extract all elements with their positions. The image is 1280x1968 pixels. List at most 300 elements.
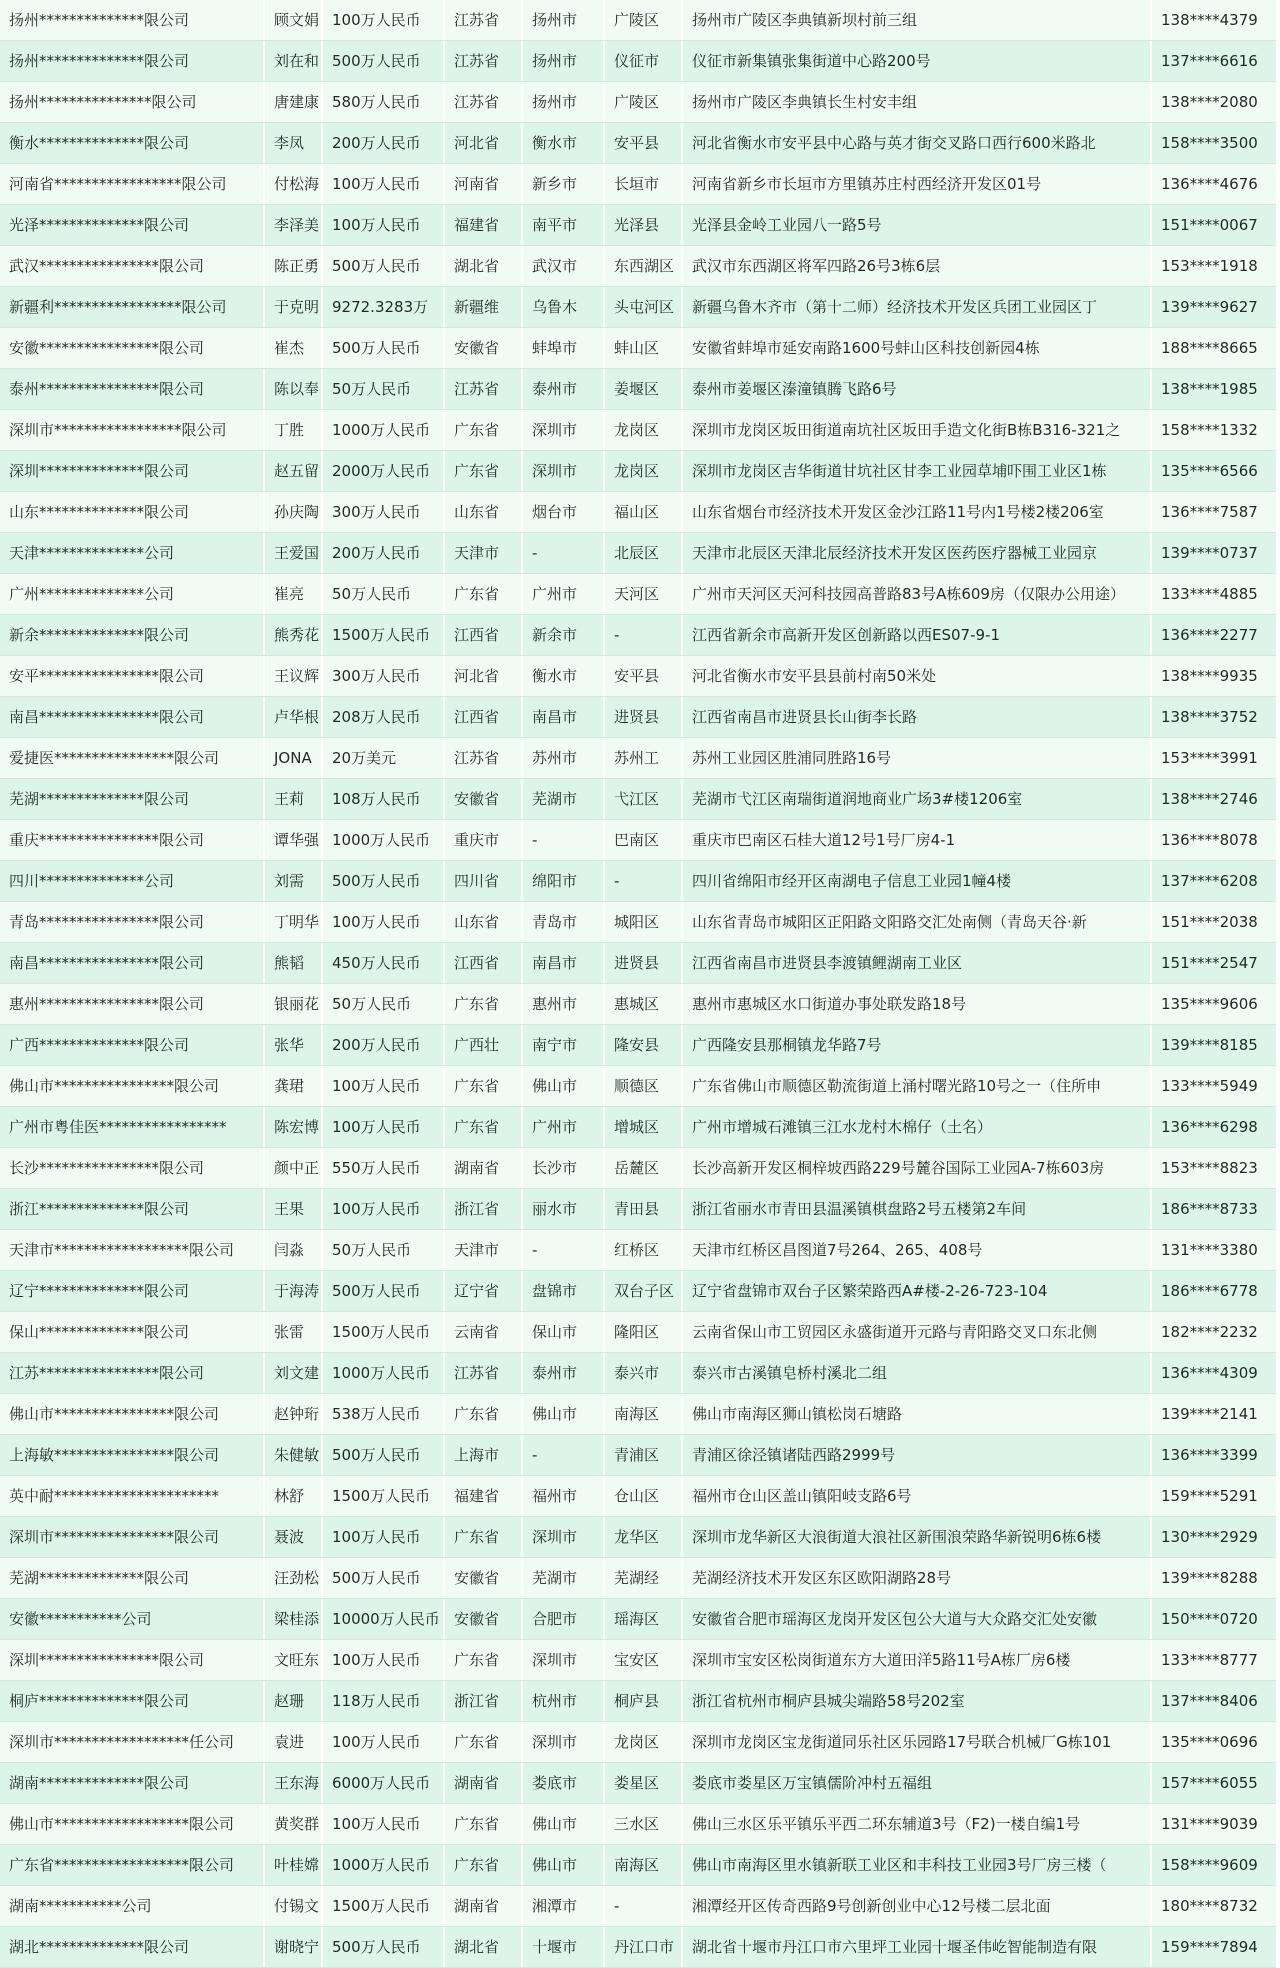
phone-cell: 138****4379	[1161, 11, 1258, 29]
company-name-cell: 广州市粤佳医*****************	[0, 1107, 265, 1147]
capital-cell: 100万人民币	[323, 1722, 445, 1762]
district-cell: 泰兴市	[605, 1353, 683, 1393]
district-cell: 龙岗区	[605, 410, 683, 450]
province-cell: 江西省	[445, 697, 523, 737]
city-cell: 扬州市	[523, 82, 605, 122]
company-name-cell: 湖南**************限公司	[0, 1763, 265, 1803]
company-name-cell: 四川**************公司	[0, 861, 265, 901]
table-row	[0, 902, 1276, 943]
province-cell: 河北省	[445, 656, 523, 696]
capital-cell: 100万人民币	[323, 1640, 445, 1680]
province-cell: 江西省	[445, 943, 523, 983]
contact-name-cell: 聂波	[265, 1517, 323, 1557]
province-cell: 湖南省	[445, 1148, 523, 1188]
capital-cell: 200万人民币	[323, 123, 445, 163]
capital-cell: 1500万人民币	[323, 1886, 445, 1926]
company-name-cell: 佛山市******************限公司	[0, 1804, 265, 1844]
city-cell: 苏州市	[523, 738, 605, 778]
company-name-cell: 扬州**************限公司	[0, 41, 265, 81]
contact-name-cell: 汪劲松	[265, 1558, 323, 1598]
capital-cell: 50万人民币	[323, 984, 445, 1024]
company-name-cell: 湖南***********公司	[0, 1886, 265, 1926]
province-cell: 江苏省	[445, 369, 523, 409]
city-cell: 广州市	[523, 1107, 605, 1147]
district-cell: 长垣市	[605, 164, 683, 204]
table-row	[0, 1886, 1276, 1927]
address-cell: 深圳市龙岗区吉华街道甘坑社区甘李工业园草埔吓围工业区1栋	[683, 451, 1152, 491]
city-cell: 深圳市	[523, 1640, 605, 1680]
company-name-cell: 新余**************限公司	[0, 615, 265, 655]
contact-name-cell: 刘需	[265, 861, 323, 901]
district-cell: 岳麓区	[605, 1148, 683, 1188]
table-row	[0, 1763, 1276, 1804]
capital-cell: 6000万人民币	[323, 1763, 445, 1803]
contact-name-cell: 林舒	[265, 1476, 323, 1516]
table-row	[0, 123, 1276, 164]
contact-name-cell: 赵五留	[265, 451, 323, 491]
contact-name-cell: 崔亮	[265, 574, 323, 614]
address-cell: 娄底市娄星区万宝镇儒阶冲村五福组	[683, 1763, 1152, 1803]
phone-cell: 136****7587	[1161, 503, 1258, 521]
table-row	[0, 656, 1276, 697]
province-cell: 广东省	[445, 410, 523, 450]
contact-name-cell: 卢华根	[265, 697, 323, 737]
company-name-cell: 芜湖**************限公司	[0, 779, 265, 819]
address-cell: 云南省保山市工贸园区永盛街道开元路与青阳路交叉口东北侧	[683, 1312, 1152, 1352]
province-cell: 广西壮	[445, 1025, 523, 1065]
phone-cell: 136****6298	[1161, 1118, 1258, 1136]
capital-cell: 100万人民币	[323, 1066, 445, 1106]
province-cell: 江苏省	[445, 1353, 523, 1393]
company-name-cell: 衡水**************限公司	[0, 123, 265, 163]
contact-name-cell: 刘文建	[265, 1353, 323, 1393]
table-row	[0, 1148, 1276, 1189]
district-cell: 芜湖经	[605, 1558, 683, 1598]
city-cell: 衡水市	[523, 123, 605, 163]
district-cell: 城阳区	[605, 902, 683, 942]
table-row	[0, 82, 1276, 123]
table-row	[0, 943, 1276, 984]
address-cell: 河北省衡水市安平县县前村南50米处	[683, 656, 1152, 696]
city-cell: 扬州市	[523, 0, 605, 40]
city-cell: 丽水市	[523, 1189, 605, 1229]
address-cell: 江西省南昌市进贤县李渡镇鲤湖南工业区	[683, 943, 1152, 983]
capital-cell: 100万人民币	[323, 164, 445, 204]
province-cell: 广东省	[445, 1517, 523, 1557]
company-name-cell: 广西**************限公司	[0, 1025, 265, 1065]
contact-name-cell: 张雷	[265, 1312, 323, 1352]
contact-name-cell: 赵钟珩	[265, 1394, 323, 1434]
address-cell: 山东省烟台市经济技术开发区金沙江路11号内1号楼2楼206室	[683, 492, 1152, 532]
address-cell: 苏州工业园区胜浦同胜路16号	[683, 738, 1152, 778]
company-name-cell: 辽宁**************限公司	[0, 1271, 265, 1311]
phone-cell: 153****8823	[1161, 1159, 1258, 1177]
contact-name-cell: 王东海	[265, 1763, 323, 1803]
company-name-cell: 重庆****************限公司	[0, 820, 265, 860]
district-cell: 双台子区	[605, 1271, 683, 1311]
capital-cell: 50万人民币	[323, 574, 445, 614]
address-cell: 重庆市巴南区石桂大道12号1号厂房4-1	[683, 820, 1152, 860]
district-cell: 隆阳区	[605, 1312, 683, 1352]
province-cell: 江苏省	[445, 41, 523, 81]
table-row	[0, 246, 1276, 287]
capital-cell: 300万人民币	[323, 656, 445, 696]
address-cell: 河北省衡水市安平县中心路与英才街交叉路口西行600米路北	[683, 123, 1152, 163]
district-cell: 广陵区	[605, 82, 683, 122]
city-cell: 南昌市	[523, 943, 605, 983]
phone-cell: 139****0737	[1161, 544, 1258, 562]
contact-name-cell: 陈以奉	[265, 369, 323, 409]
district-cell: 瑶海区	[605, 1599, 683, 1639]
district-cell: 光泽县	[605, 205, 683, 245]
phone-cell: 135****0696	[1161, 1733, 1258, 1751]
capital-cell: 1500万人民币	[323, 615, 445, 655]
capital-cell: 1000万人民币	[323, 410, 445, 450]
address-cell: 青浦区徐泾镇诸陆西路2999号	[683, 1435, 1152, 1475]
phone-cell: 151****0067	[1161, 216, 1258, 234]
capital-cell: 500万人民币	[323, 861, 445, 901]
district-cell: 头屯河区	[605, 287, 683, 327]
company-name-cell: 保山**************限公司	[0, 1312, 265, 1352]
table-row	[0, 1394, 1276, 1435]
company-name-cell: 安徽****************限公司	[0, 328, 265, 368]
phone-cell: 136****8078	[1161, 831, 1258, 849]
contact-name-cell: 付锡文	[265, 1886, 323, 1926]
address-cell: 佛山三水区乐平镇乐平西二环东辅道3号（F2)一楼自编1号	[683, 1804, 1152, 1844]
province-cell: 江西省	[445, 615, 523, 655]
province-cell: 广东省	[445, 1722, 523, 1762]
company-name-cell: 爱捷医****************限公司	[0, 738, 265, 778]
contact-name-cell: 崔杰	[265, 328, 323, 368]
capital-cell: 500万人民币	[323, 1271, 445, 1311]
address-cell: 广西隆安县那桐镇龙华路7号	[683, 1025, 1152, 1065]
company-name-cell: 深圳****************限公司	[0, 1640, 265, 1680]
capital-cell: 118万人民币	[323, 1681, 445, 1721]
city-cell: 衡水市	[523, 656, 605, 696]
city-cell: 长沙市	[523, 1148, 605, 1188]
address-cell: 天津市红桥区昌图道7号264、265、408号	[683, 1230, 1152, 1270]
district-cell: 进贤县	[605, 943, 683, 983]
table-row	[0, 1271, 1276, 1312]
district-cell: 青田县	[605, 1189, 683, 1229]
district-cell: 仓山区	[605, 1476, 683, 1516]
province-cell: 湖北省	[445, 246, 523, 286]
city-cell: 深圳市	[523, 1722, 605, 1762]
phone-cell: 158****3500	[1161, 134, 1258, 152]
address-cell: 湖北省十堰市丹江口市六里坪工业园十堰圣伟屹智能制造有限	[683, 1927, 1152, 1967]
phone-cell: 135****6566	[1161, 462, 1258, 480]
province-cell: 安徽省	[445, 1599, 523, 1639]
phone-cell: 139****8288	[1161, 1569, 1258, 1587]
province-cell: 广东省	[445, 1640, 523, 1680]
city-cell: -	[523, 533, 605, 573]
address-cell: 四川省绵阳市经开区南湖电子信息工业园1幢4楼	[683, 861, 1152, 901]
table-row	[0, 1558, 1276, 1599]
company-name-cell: 江苏****************限公司	[0, 1353, 265, 1393]
capital-cell: 1000万人民币	[323, 820, 445, 860]
phone-cell: 130****2929	[1161, 1528, 1258, 1546]
table-row	[0, 164, 1276, 205]
city-cell: 广州市	[523, 574, 605, 614]
address-cell: 江西省南昌市进贤县长山街李长路	[683, 697, 1152, 737]
capital-cell: 450万人民币	[323, 943, 445, 983]
province-cell: 山东省	[445, 492, 523, 532]
contact-name-cell: 张华	[265, 1025, 323, 1065]
province-cell: 浙江省	[445, 1189, 523, 1229]
company-name-cell: 天津**************公司	[0, 533, 265, 573]
address-cell: 广州市增城石滩镇三江水龙村木棉仔（土名）	[683, 1107, 1152, 1147]
city-cell: -	[523, 1230, 605, 1270]
address-cell: 深圳市龙华新区大浪街道大浪社区新围浪荣路华新锐明6栋6楼	[683, 1517, 1152, 1557]
capital-cell: 50万人民币	[323, 369, 445, 409]
province-cell: 云南省	[445, 1312, 523, 1352]
company-name-cell: 湖北**************限公司	[0, 1927, 265, 1967]
capital-cell: 2000万人民币	[323, 451, 445, 491]
table-row	[0, 1927, 1276, 1968]
province-cell: 湖南省	[445, 1886, 523, 1926]
table-row	[0, 779, 1276, 820]
province-cell: 辽宁省	[445, 1271, 523, 1311]
phone-cell: 131****3380	[1161, 1241, 1258, 1259]
province-cell: 江苏省	[445, 0, 523, 40]
company-name-cell: 新疆利*****************限公司	[0, 287, 265, 327]
province-cell: 广东省	[445, 1066, 523, 1106]
province-cell: 广东省	[445, 574, 523, 614]
company-name-cell: 南昌****************限公司	[0, 943, 265, 983]
province-cell: 安徽省	[445, 1558, 523, 1598]
company-name-cell: 青岛****************限公司	[0, 902, 265, 942]
city-cell: 南宁市	[523, 1025, 605, 1065]
district-cell: 蚌山区	[605, 328, 683, 368]
city-cell: 烟台市	[523, 492, 605, 532]
phone-cell: 186****6778	[1161, 1282, 1258, 1300]
district-cell: 龙岗区	[605, 451, 683, 491]
contact-name-cell: 谭华强	[265, 820, 323, 860]
address-cell: 芜湖市弋江区南瑞街道润地商业广场3#楼1206室	[683, 779, 1152, 819]
capital-cell: 100万人民币	[323, 1189, 445, 1229]
phone-cell: 139****9627	[1161, 298, 1258, 316]
table-row	[0, 451, 1276, 492]
province-cell: 广东省	[445, 1804, 523, 1844]
province-cell: 浙江省	[445, 1681, 523, 1721]
city-cell: 湘潭市	[523, 1886, 605, 1926]
company-name-cell: 桐庐**************限公司	[0, 1681, 265, 1721]
table-row	[0, 1435, 1276, 1476]
district-cell: -	[605, 615, 683, 655]
address-cell: 福州市仓山区盖山镇阳岐支路6号	[683, 1476, 1152, 1516]
address-cell: 广东省佛山市顺德区勒流街道上涌村曙光路10号之一（住所申	[683, 1066, 1152, 1106]
company-name-cell: 浙江**************限公司	[0, 1189, 265, 1229]
address-cell: 佛山市南海区里水镇新联工业区和丰科技工业园3号厂房三楼（	[683, 1845, 1152, 1885]
district-cell: 增城区	[605, 1107, 683, 1147]
company-name-cell: 泰州****************限公司	[0, 369, 265, 409]
city-cell: 深圳市	[523, 410, 605, 450]
phone-cell: 133****8777	[1161, 1651, 1258, 1669]
contact-name-cell: 王果	[265, 1189, 323, 1229]
city-cell: 深圳市	[523, 451, 605, 491]
phone-cell: 153****3991	[1161, 749, 1258, 767]
capital-cell: 580万人民币	[323, 82, 445, 122]
contact-name-cell: 颜中正	[265, 1148, 323, 1188]
address-cell: 深圳市龙岗区坂田街道南坑社区坂田手造文化街B栋B316-321之	[683, 410, 1152, 450]
city-cell: 扬州市	[523, 41, 605, 81]
contact-name-cell: 李泽美	[265, 205, 323, 245]
phone-cell: 159****7894	[1161, 1938, 1258, 1956]
contact-name-cell: 熊秀花	[265, 615, 323, 655]
city-cell: 佛山市	[523, 1394, 605, 1434]
table-row	[0, 697, 1276, 738]
table-row	[0, 1066, 1276, 1107]
contact-name-cell: 陈宏博	[265, 1107, 323, 1147]
phone-cell: 159****5291	[1161, 1487, 1258, 1505]
table-row	[0, 1476, 1276, 1517]
company-name-cell: 佛山市****************限公司	[0, 1394, 265, 1434]
district-cell: 娄星区	[605, 1763, 683, 1803]
province-cell: 广东省	[445, 1107, 523, 1147]
phone-cell: 136****4309	[1161, 1364, 1258, 1382]
contact-name-cell: 陈正勇	[265, 246, 323, 286]
capital-cell: 100万人民币	[323, 1804, 445, 1844]
province-cell: 安徽省	[445, 328, 523, 368]
table-row	[0, 984, 1276, 1025]
company-name-cell: 上海敏****************限公司	[0, 1435, 265, 1475]
capital-cell: 200万人民币	[323, 1025, 445, 1065]
district-cell: 苏州工	[605, 738, 683, 778]
province-cell: 广东省	[445, 1394, 523, 1434]
capital-cell: 500万人民币	[323, 1435, 445, 1475]
phone-cell: 153****1918	[1161, 257, 1258, 275]
district-cell: 南海区	[605, 1845, 683, 1885]
company-name-cell: 天津市******************限公司	[0, 1230, 265, 1270]
city-cell: -	[523, 820, 605, 860]
district-cell: 巴南区	[605, 820, 683, 860]
contact-name-cell: 谢晓宁	[265, 1927, 323, 1967]
address-cell: 惠州市惠城区水口街道办事处联发路18号	[683, 984, 1152, 1024]
address-cell: 扬州市广陵区李典镇长生村安丰组	[683, 82, 1152, 122]
province-cell: 重庆市	[445, 820, 523, 860]
capital-cell: 1000万人民币	[323, 1353, 445, 1393]
table-row	[0, 1804, 1276, 1845]
city-cell: 乌鲁木	[523, 287, 605, 327]
capital-cell: 1500万人民币	[323, 1476, 445, 1516]
district-cell: 进贤县	[605, 697, 683, 737]
table-row	[0, 1353, 1276, 1394]
capital-cell: 500万人民币	[323, 1558, 445, 1598]
capital-cell: 550万人民币	[323, 1148, 445, 1188]
address-cell: 河南省新乡市长垣市方里镇苏庄村西经济开发区01号	[683, 164, 1152, 204]
contact-name-cell: 刘在和	[265, 41, 323, 81]
capital-cell: 10000万人民币	[323, 1599, 445, 1639]
capital-cell: 500万人民币	[323, 246, 445, 286]
table-row	[0, 1312, 1276, 1353]
address-cell: 深圳市龙岗区宝龙街道同乐社区乐园路17号联合机械厂G栋101	[683, 1722, 1152, 1762]
table-row	[0, 533, 1276, 574]
contact-name-cell: 李凤	[265, 123, 323, 163]
city-cell: 杭州市	[523, 1681, 605, 1721]
address-cell: 浙江省丽水市青田县温溪镇棋盘路2号五楼第2车间	[683, 1189, 1152, 1229]
table-row	[0, 287, 1276, 328]
district-cell: 天河区	[605, 574, 683, 614]
phone-cell: 137****6616	[1161, 52, 1258, 70]
phone-cell: 158****1332	[1161, 421, 1258, 439]
city-cell: 惠州市	[523, 984, 605, 1024]
district-cell: 龙华区	[605, 1517, 683, 1557]
city-cell: 盘锦市	[523, 1271, 605, 1311]
company-name-cell: 广东省******************限公司	[0, 1845, 265, 1885]
district-cell: 红桥区	[605, 1230, 683, 1270]
city-cell: 佛山市	[523, 1804, 605, 1844]
capital-cell: 9272.3283万	[323, 287, 445, 327]
province-cell: 四川省	[445, 861, 523, 901]
capital-cell: 500万人民币	[323, 328, 445, 368]
contact-name-cell: 孙庆陶	[265, 492, 323, 532]
capital-cell: 208万人民币	[323, 697, 445, 737]
province-cell: 新疆维	[445, 287, 523, 327]
capital-cell: 200万人民币	[323, 533, 445, 573]
city-cell: 保山市	[523, 1312, 605, 1352]
city-cell: 青岛市	[523, 902, 605, 942]
phone-cell: 186****8733	[1161, 1200, 1258, 1218]
district-cell: 姜堰区	[605, 369, 683, 409]
phone-cell: 151****2038	[1161, 913, 1258, 931]
table-row	[0, 1517, 1276, 1558]
table-row	[0, 1025, 1276, 1066]
province-cell: 安徽省	[445, 779, 523, 819]
table-row	[0, 1230, 1276, 1271]
contact-name-cell: 叶桂嫦	[265, 1845, 323, 1885]
address-cell: 辽宁省盘锦市双台子区繁荣路西A#楼-2-26-723-104	[683, 1271, 1152, 1311]
phone-cell: 136****2277	[1161, 626, 1258, 644]
district-cell: 惠城区	[605, 984, 683, 1024]
contact-name-cell: 赵珊	[265, 1681, 323, 1721]
capital-cell: 500万人民币	[323, 1927, 445, 1967]
capital-cell: 538万人民币	[323, 1394, 445, 1434]
district-cell: 桐庐县	[605, 1681, 683, 1721]
phone-cell: 135****9606	[1161, 995, 1258, 1013]
capital-cell: 100万人民币	[323, 0, 445, 40]
contact-name-cell: JONA	[265, 738, 323, 778]
contact-name-cell: 熊韬	[265, 943, 323, 983]
contact-name-cell: 闫淼	[265, 1230, 323, 1270]
city-cell: 十堰市	[523, 1927, 605, 1967]
phone-cell: 180****8732	[1161, 1897, 1258, 1915]
contact-name-cell: 唐建康	[265, 82, 323, 122]
phone-cell: 150****0720	[1161, 1610, 1258, 1628]
city-cell: 南昌市	[523, 697, 605, 737]
contact-name-cell: 于克明	[265, 287, 323, 327]
company-name-cell: 山东**************限公司	[0, 492, 265, 532]
province-cell: 福建省	[445, 205, 523, 245]
city-cell: 深圳市	[523, 1517, 605, 1557]
table-row	[0, 205, 1276, 246]
province-cell: 天津市	[445, 533, 523, 573]
company-name-cell: 广州**************公司	[0, 574, 265, 614]
company-name-cell: 深圳市*****************限公司	[0, 410, 265, 450]
province-cell: 江苏省	[445, 82, 523, 122]
company-name-cell: 安徽***********公司	[0, 1599, 265, 1639]
contact-name-cell: 于海涛	[265, 1271, 323, 1311]
address-cell: 安徽省蚌埠市延安南路1600号蚌山区科技创新园4栋	[683, 328, 1152, 368]
contact-name-cell: 付松海	[265, 164, 323, 204]
address-cell: 武汉市东西湖区将军四路26号3栋6层	[683, 246, 1152, 286]
table-row	[0, 492, 1276, 533]
table-row	[0, 369, 1276, 410]
city-cell: 绵阳市	[523, 861, 605, 901]
capital-cell: 300万人民币	[323, 492, 445, 532]
address-cell: 江西省新余市高新开发区创新路以西ES07-9-1	[683, 615, 1152, 655]
company-name-cell: 扬州***************限公司	[0, 82, 265, 122]
phone-cell: 139****2141	[1161, 1405, 1258, 1423]
